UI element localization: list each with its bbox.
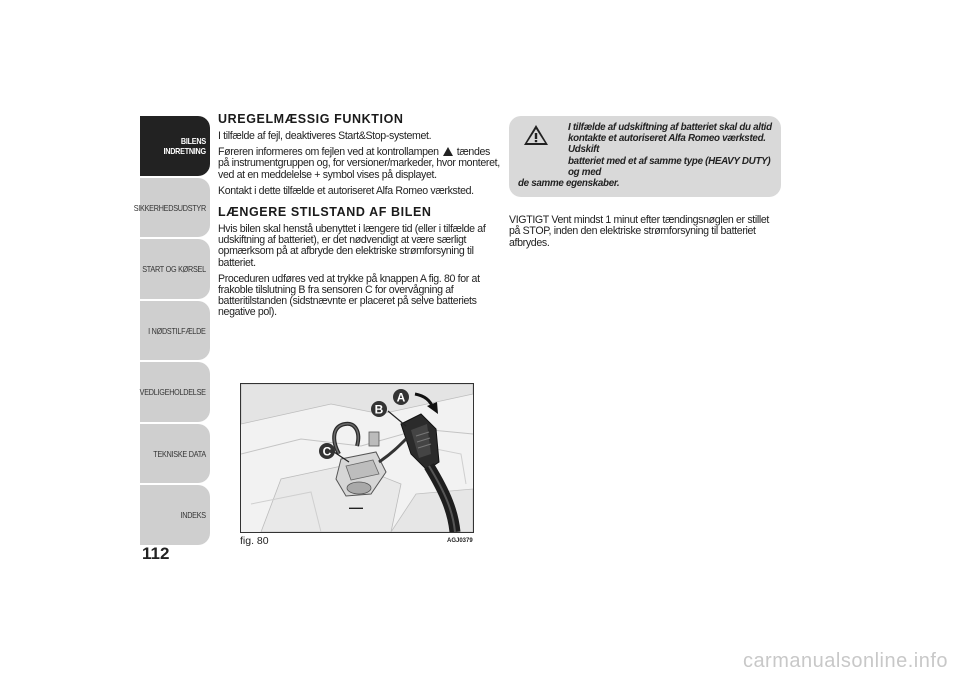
tab-label: START OG KØRSEL <box>142 264 206 274</box>
tab-label: SIKKERHEDSUDSTYR <box>133 202 206 213</box>
tab-start-og-korsel[interactable] <box>140 239 210 299</box>
watermark-footer: carmanualsonline.info <box>742 650 948 672</box>
paragraph: Proceduren udføres ved at trykke på knappen A fig. 80 for at frakoble tilslutning B fra sensoren C for overvågning af batteritilstanden (sidstnævnte er placeret på selve batteriets negative pol). <box>218 272 480 319</box>
figure-battery-connector <box>240 383 474 533</box>
warning-triangle-icon <box>443 147 453 156</box>
tab-label: TEKNISKE DATA <box>153 448 206 459</box>
tab-label: BILENS INDRETNING <box>163 136 206 156</box>
warning-line: batteriet med et af samme type (HEAVY DUTY) og med <box>568 155 771 178</box>
warning-line: de samme egenskaber. <box>518 178 620 190</box>
section-heading-malfunction: UREGELMÆSSIG FUNKTION <box>218 112 404 126</box>
text: Føreren informeres om fejlen ved at kontrollampen <box>218 146 439 159</box>
paragraph: Hvis bilen skal henstå ubenyttet i længere tid (eller i tilfælde af udskiftning af batteriet), er det nødvendigt at være særligt opmærksom på at afbryde den elektriske strømforsyning til batteriet. <box>218 223 486 269</box>
paragraph-warning-light <box>218 147 503 181</box>
important-note: VIGTIGT Vent mindst 1 minut efter tændingsnøglen er stillet på STOP, inden den elektriske strømforsyning til batteriet afbrydes. <box>509 214 770 249</box>
tab-i-nodstilfaelde[interactable] <box>140 301 210 360</box>
left-column <box>218 112 503 324</box>
figure-caption: fig. 80 <box>240 535 269 547</box>
label-c: C <box>322 444 332 459</box>
minus-sign: — <box>349 499 363 515</box>
warning-text <box>518 122 773 189</box>
right-column <box>509 116 781 254</box>
paragraph: Kontakt i dette tilfælde et autoriseret Alfa Romeo værksted. <box>218 184 474 197</box>
warning-triangle-icon <box>523 124 549 146</box>
battery-illustration <box>241 384 473 532</box>
tab-sikkerhedsudstyr[interactable] <box>133 178 210 237</box>
section-heading-storage: LÆNGERE STILSTAND AF BILEN <box>218 205 432 220</box>
tab-label: VEDLIGEHOLDELSE <box>139 387 206 397</box>
page-number: 112 <box>142 544 170 563</box>
warning-line: kontakte et autoriseret Alfa Romeo værksted. Udskift <box>568 133 766 156</box>
figure-code: AGJ0379 <box>447 538 473 544</box>
text: tændes på instrumentgruppen og, for versioner/markeder, hvor monteret, ved at en meddelelse + symbol vises på displayet. <box>218 146 500 181</box>
paragraph: I tilfælde af fejl, deaktiveres Start&Stop-systemet. <box>218 130 432 142</box>
tab-vedligeholdelse[interactable] <box>140 362 210 422</box>
tab-indeks[interactable] <box>140 485 210 545</box>
label-b: B <box>374 402 384 417</box>
tab-label: I NØDSTILFÆLDE <box>148 325 206 336</box>
warning-box <box>509 116 781 197</box>
tab-bilens-indretning[interactable] <box>140 116 210 176</box>
tab-tekniske-data[interactable] <box>140 424 210 483</box>
warning-line: I tilfælde af udskiftning af batteriet skal du altid <box>568 122 772 133</box>
tab-label: INDEKS <box>180 510 206 520</box>
label-a: A <box>396 390 406 405</box>
